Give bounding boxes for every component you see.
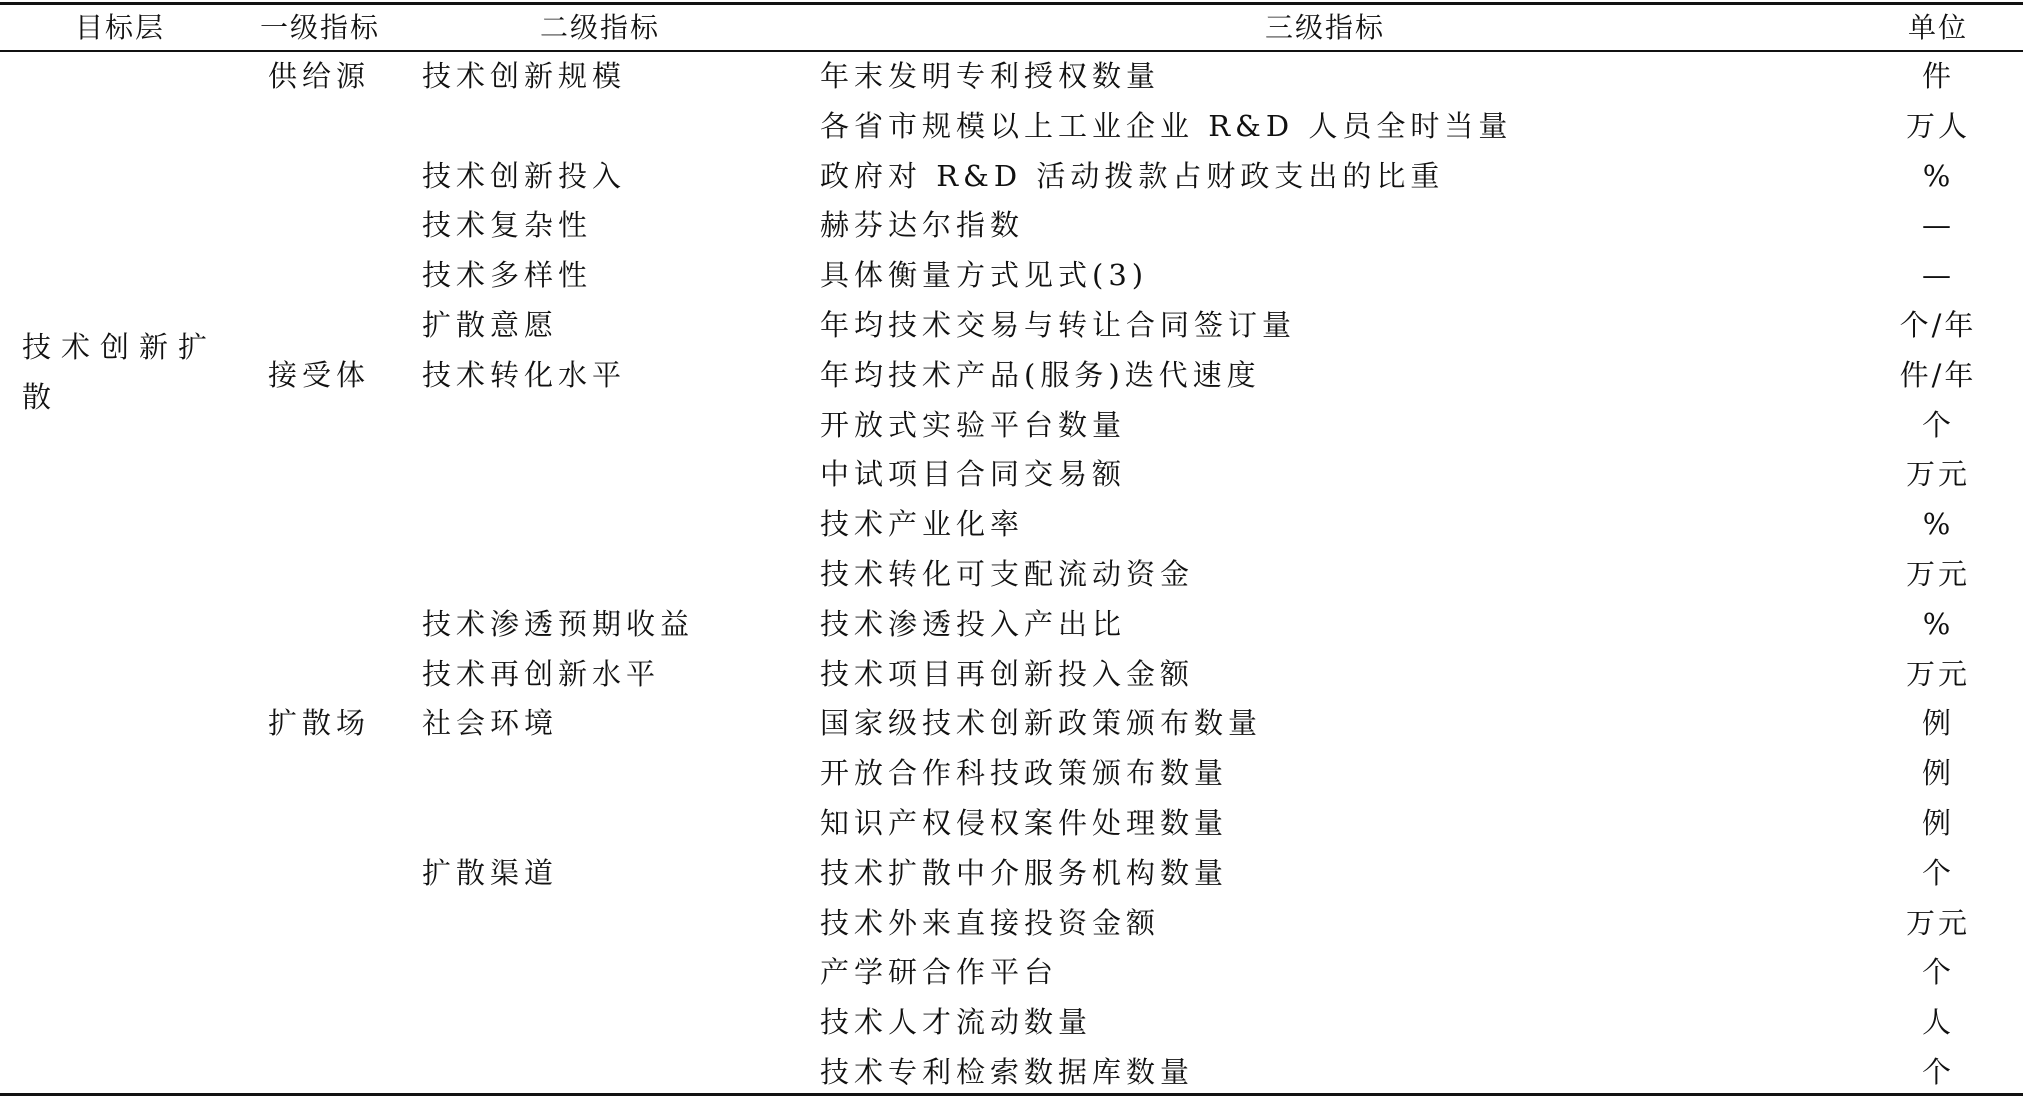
target-layer-cell: 技术创新扩散: [22, 330, 218, 414]
cell-level3: 年均技术交易与转让合同签订量: [820, 308, 1297, 342]
table-row: [0, 1047, 2023, 1097]
table-row: [0, 350, 2023, 400]
cell-unit: %: [1922, 606, 1954, 641]
cell-level2: 技术渗透预期收益: [422, 606, 695, 641]
cell-level2: 技术复杂性: [422, 208, 593, 243]
header-target: 目标层: [74, 11, 165, 44]
cell-level3: 技术渗透投入产出比: [820, 606, 1127, 641]
cell-unit: 万元: [1905, 905, 1970, 940]
table-row: [0, 549, 2023, 599]
table-row: [0, 151, 2023, 201]
table-row: [0, 947, 2023, 997]
cell-unit: 件: [1921, 59, 1954, 93]
cell-level2: 扩散渠道: [422, 855, 559, 890]
header-level2: 二级指标: [539, 11, 660, 44]
table-row: [0, 400, 2023, 450]
table-row: [0, 51, 2023, 101]
cell-level2: 技术再创新水平: [422, 656, 661, 691]
cell-unit: 万元: [1905, 457, 1970, 492]
table-row: [0, 200, 2023, 250]
cell-level3: 中试项目合同交易额: [820, 457, 1127, 492]
table-row: [0, 649, 2023, 699]
table-row: [0, 997, 2023, 1047]
cell-unit: %: [1922, 507, 1954, 542]
cell-unit: 万元: [1905, 656, 1970, 691]
cell-level2: 技术创新投入: [422, 158, 627, 193]
cell-unit: 个: [1921, 407, 1954, 442]
cell-level3: 年末发明专利授权数量: [820, 59, 1161, 93]
cell-level3: 技术产业化率: [820, 507, 1025, 542]
header-level3: 三级指标: [1264, 11, 1385, 44]
cell-level1: 供给源: [268, 59, 371, 93]
cell-level3: 技术专利检索数据库数量: [820, 1055, 1195, 1089]
cell-level3: 产学研合作平台: [820, 955, 1059, 990]
cell-unit: 例: [1921, 756, 1954, 791]
cell-level1: 接受体: [268, 357, 371, 392]
cell-level3: 国家级技术创新政策颁布数量: [820, 706, 1263, 741]
header-unit: 单位: [1907, 11, 1968, 44]
cell-level3: 政府对 R&D 活动拨款占财政支出的比重: [820, 158, 1445, 193]
cell-level3: 技术外来直接投资金额: [820, 905, 1161, 940]
table-row: [0, 599, 2023, 649]
table-row: [0, 898, 2023, 948]
cell-level3: 开放合作科技政策颁布数量: [820, 756, 1229, 791]
cell-level2: 技术多样性: [422, 258, 593, 293]
table-row: [0, 698, 2023, 748]
header-level1: 一级指标: [259, 11, 380, 44]
table-row: [0, 300, 2023, 350]
cell-unit: 人: [1921, 1005, 1954, 1040]
table-row: [0, 449, 2023, 499]
table-row: [0, 748, 2023, 798]
cell-level2: 技术创新规模: [422, 59, 627, 93]
cell-level2: 社会环境: [422, 706, 559, 741]
table-header: [0, 5, 2023, 50]
cell-level3: 各省市规模以上工业企业 R&D 人员全时当量: [820, 108, 1513, 143]
cell-unit: 例: [1921, 806, 1954, 840]
cell-unit: %: [1922, 158, 1954, 193]
cell-level3: 开放式实验平台数量: [820, 407, 1127, 442]
cell-level2: 扩散意愿: [422, 308, 559, 342]
cell-unit: —: [1922, 208, 1954, 243]
cell-unit: 个/年: [1899, 308, 1977, 342]
cell-level3: 技术人才流动数量: [820, 1005, 1093, 1040]
cell-unit: 个: [1921, 1055, 1954, 1089]
cell-level3: 具体衡量方式见式(3): [820, 258, 1149, 293]
cell-unit: —: [1922, 258, 1954, 293]
table-row: [0, 798, 2023, 848]
cell-level3: 年均技术产品(服务)迭代速度: [820, 357, 1261, 392]
cell-unit: 万人: [1905, 108, 1970, 143]
table-row: [0, 101, 2023, 151]
cell-level3: 技术扩散中介服务机构数量: [820, 855, 1229, 890]
table-bottom-rule: [0, 1093, 2023, 1096]
cell-level2: 技术转化水平: [422, 357, 627, 392]
cell-unit: 件/年: [1899, 357, 1977, 392]
cell-unit: 万元: [1905, 557, 1970, 591]
cell-level3: 技术转化可支配流动资金: [820, 557, 1195, 591]
table-row: [0, 499, 2023, 549]
cell-level3: 知识产权侵权案件处理数量: [820, 806, 1229, 840]
table-row: [0, 848, 2023, 898]
cell-unit: 例: [1921, 706, 1954, 741]
cell-level3: 技术项目再创新投入金额: [820, 656, 1195, 691]
table-row: [0, 250, 2023, 300]
cell-level3: 赫芬达尔指数: [820, 208, 1025, 243]
cell-unit: 个: [1921, 855, 1954, 890]
cell-unit: 个: [1921, 955, 1954, 990]
cell-level1: 扩散场: [268, 706, 371, 741]
